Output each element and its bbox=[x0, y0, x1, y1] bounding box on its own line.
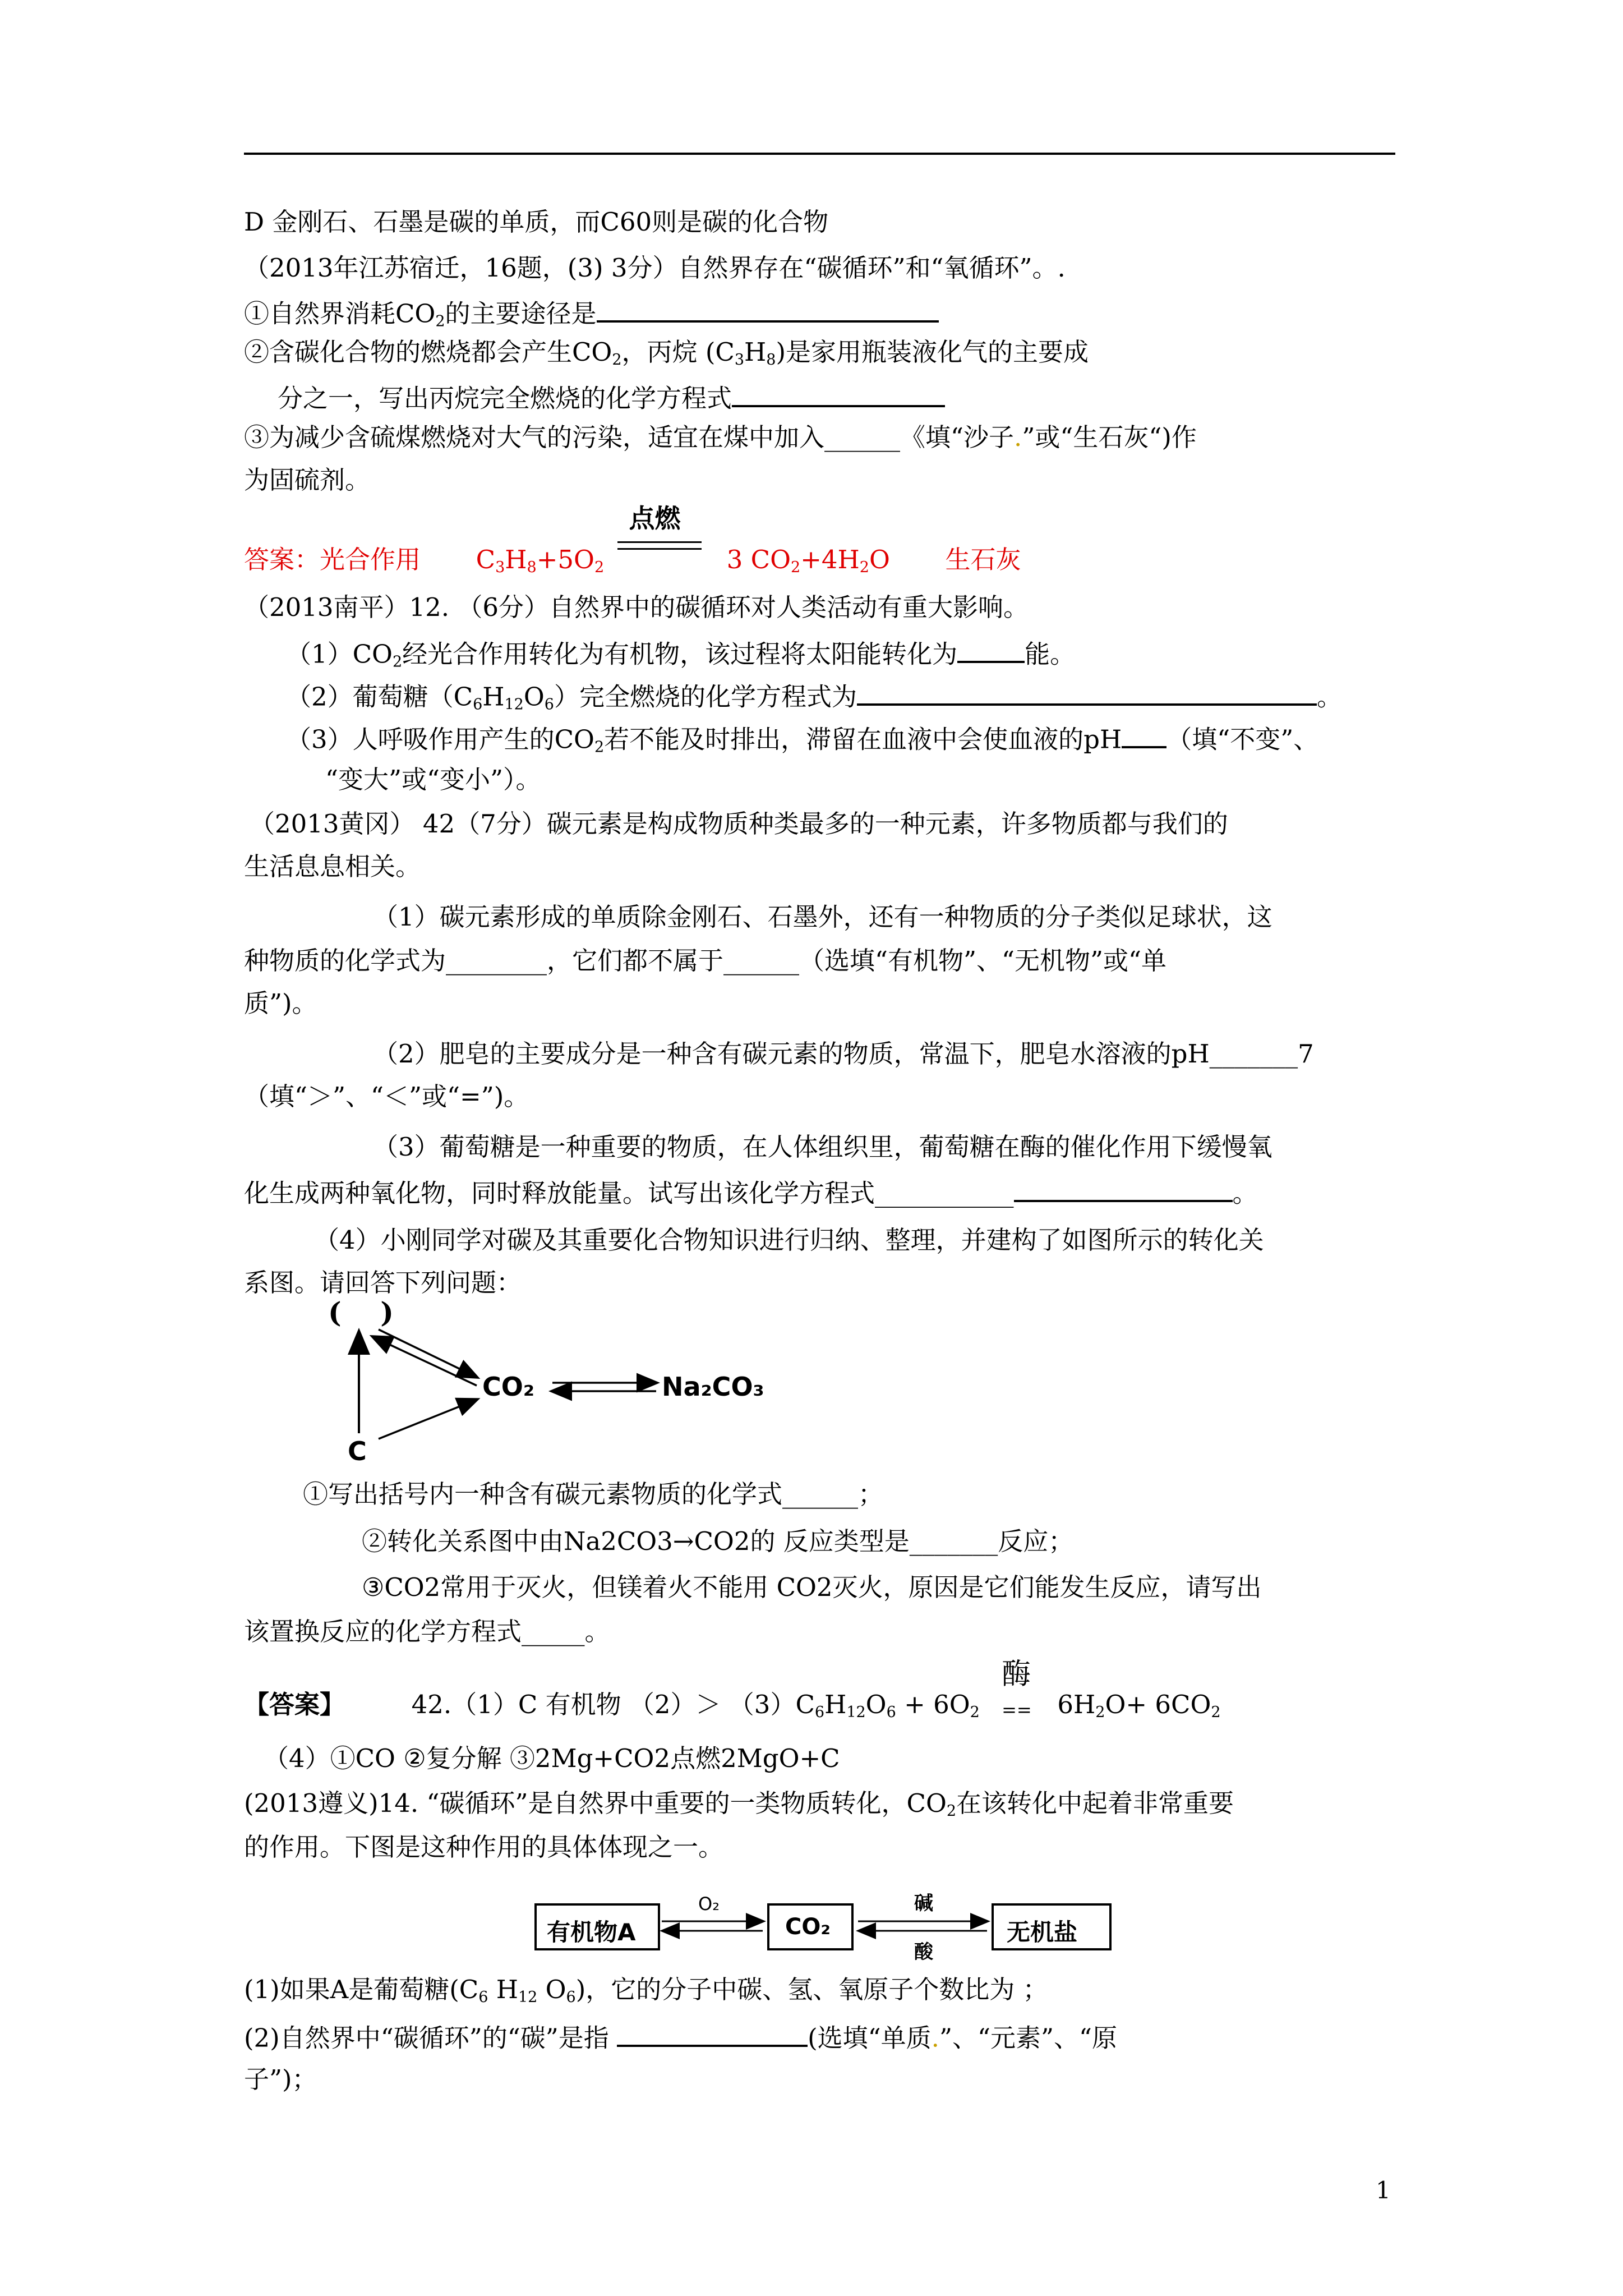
blank-line bbox=[597, 297, 939, 323]
answer-1: 答案：光合作用 $C_3H_8+5O_2$ 点燃 3 $CO_2+4H_2O$ 生石灰 bbox=[244, 503, 1021, 576]
line-hg-4-3: ③CO2常用于灭火，但镁着火不能用 CO2灭火，原因是它们能发生反应，请写出 bbox=[362, 1572, 1262, 1602]
line-hg-4-3b: 该置换反应的化学方程式_____。 bbox=[244, 1617, 610, 1646]
line-d-option: D 金刚石、石墨是碳的单质，而C60则是碳的化合物 bbox=[244, 207, 829, 237]
line-hg-2b: （填“＞”、“＜”或“=”)。 bbox=[244, 1082, 529, 1111]
blank-line bbox=[1014, 1177, 1233, 1202]
line-np-2: （2）葡萄糖$(C_6H_{12}O_6)$完全燃烧的化学方程式为 。 bbox=[286, 680, 1342, 710]
header-rule bbox=[244, 153, 1395, 155]
line-hg-3: （3）葡萄糖是一种重要的物质，在人体组织里，葡萄糖在酶的催化作用下缓慢氧 bbox=[373, 1132, 1272, 1162]
line-hg-1c: 质”)。 bbox=[244, 988, 317, 1018]
base-label: 碱 bbox=[914, 1892, 933, 1915]
line-hg-2: （2）肥皂的主要成分是一种含有碳元素的物质，常温下，肥皂水溶液的pH_______7 bbox=[373, 1039, 1314, 1069]
organic-a-box: 有机物A bbox=[547, 1918, 636, 1946]
carbon-cycle-flow-diagram bbox=[533, 1890, 1122, 1963]
page-number: 1 bbox=[1376, 2177, 1391, 2204]
answer-2-cont: （4）①CO ②复分解 ③2Mg+CO2点燃2MgO+C bbox=[264, 1743, 840, 1773]
line-zunyi-cont: 的作用。下图是这种作用的具体体现之一。 bbox=[244, 1832, 724, 1862]
line-hg-cont: 生活息息相关。 bbox=[244, 852, 421, 881]
carbon-node: C bbox=[348, 1436, 367, 1466]
line-hg-4-1: ①写出括号内一种含有碳元素物质的化学式______； bbox=[303, 1479, 884, 1509]
blank-line bbox=[732, 382, 945, 407]
enzyme-condition: 酶 == bbox=[1002, 1658, 1032, 1720]
line-np-3: （3）人呼吸作用产生的$CO_2$若不能及时排出，滞留在血液中会使血液的pH （填“不变”、 bbox=[286, 723, 1318, 752]
line-nanping: （2013南平）12. （6分）自然界中的碳循环对人类活动有重大影响。 bbox=[244, 592, 1029, 622]
inorganic-salt-box: 无机盐 bbox=[1007, 1918, 1078, 1946]
na2co3-node: Na₂CO₃ bbox=[662, 1372, 764, 1402]
blank-line bbox=[857, 680, 1317, 706]
line-hg-4b: 系图。请回答下列问题： bbox=[244, 1268, 522, 1297]
co2-node: CO₂ bbox=[482, 1372, 535, 1402]
unknown-substance-bracket: ( ) bbox=[328, 1296, 394, 1329]
line-np-3-cont: “变大”或“变小”）。 bbox=[325, 765, 541, 794]
line-q2-cont: 分之一，写出丙烷完全燃烧的化学方程式 bbox=[278, 382, 945, 411]
o2-label: O₂ bbox=[698, 1893, 720, 1915]
line-np-1: $(1)CO_2$经光合作用转化为有机物，该过程将太阳能转化为 能。 bbox=[286, 638, 1075, 667]
line-hg-4: （4）小刚同学对碳及其重要化合物知识进行归纳、整理，并建构了如图所示的转化关 bbox=[314, 1225, 1264, 1255]
line-zy-1: (1)如果A是葡萄糖($C_6$ $H_{12}$ $O_6$)，它的分子中碳、氢、氧原子个数比为 ； bbox=[244, 1975, 1048, 2006]
blank-line bbox=[957, 638, 1025, 663]
line-hg-3b: 化生成两种氧化物，同时释放能量。试写出该化学方程式___________ 。 bbox=[244, 1177, 1258, 1206]
blank-line bbox=[1122, 723, 1166, 748]
co2-box: CO₂ bbox=[785, 1914, 831, 1940]
line-hg-1: （1）碳元素形成的单质除金刚石、石墨外，还有一种物质的分子类似足球状，这 bbox=[373, 902, 1272, 932]
line-huanggang: （2013黄冈） 42（7分）碳元素是构成物质种类最多的一种元素，许多物质都与我们的 bbox=[250, 809, 1228, 839]
line-q3: ③为减少含硫煤燃烧对大气的污染，适宜在煤中加入______《填“沙子.”或“生石灰“)作 bbox=[244, 422, 1197, 452]
line-hg-4-2: ②转化关系图中由Na2CO3→CO2的 反应类型是_______反应； bbox=[362, 1526, 1074, 1556]
carbon-conversion-diagram bbox=[325, 1296, 830, 1467]
line-zy-2b: 子”)； bbox=[244, 2064, 317, 2094]
acid-label: 酸 bbox=[914, 1941, 933, 1963]
line-hg-1b: 种物质的化学式为________，它们都不属于______（选填“有机物”、“无机物”或“单 bbox=[244, 946, 1167, 976]
blank-line bbox=[617, 2022, 808, 2047]
line-suqian-question: （2013年江苏宿迁，16题，(3) 3分）自然界存在“碳循环”和“氧循环”。. bbox=[244, 253, 1066, 283]
reaction-condition: 点燃 bbox=[612, 546, 718, 568]
line-q1: ①自然界消耗$CO_2$的主要途径是 bbox=[244, 297, 939, 326]
line-q2: ②含碳化合物的燃烧都会产生$CO_2$，丙烷 $(C_3H_8)$是家用瓶装液化气的主要成 bbox=[244, 337, 1089, 369]
line-q3-cont: 为固硫剂。 bbox=[244, 465, 371, 495]
line-zunyi: (2013遵义)14. “碳循环”是自然界中重要的一类物质转化，$CO_2$在该转化中起着非常重要 bbox=[244, 1788, 1234, 1820]
line-zy-2: (2)自然界中“碳循环”的“碳”是指 (选填“单质.”、“元素”、“原 bbox=[244, 2022, 1117, 2051]
answer-2: 【答案】 42.（1）C 有机物 $(2)> (3)C_6H_{12}O_6 + 6O_2$ 酶 == $6H_2O+ 6CO_2$ bbox=[244, 1658, 1221, 1721]
